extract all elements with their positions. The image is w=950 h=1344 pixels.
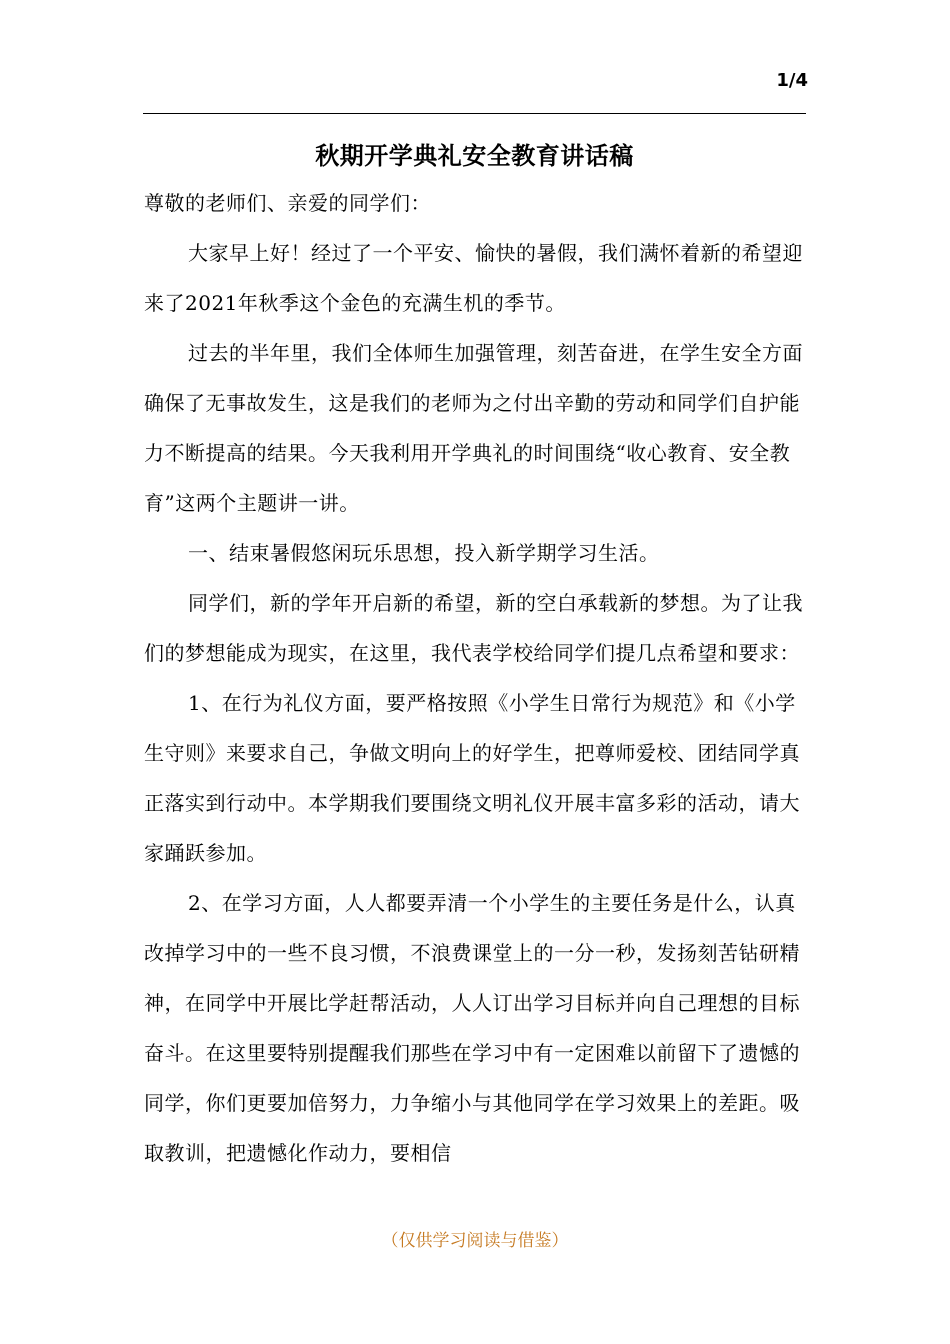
greeting: 尊敬的老师们、亲爱的同学们： (144, 191, 431, 215)
paragraph-5: 2、在学习方面，人人都要弄清一个小学生的主要任务是什么，认真改掉学习中的一些不良习惯，不浪费课堂上的一分一秒，发扬刻苦钻研精神，在同学中开展比学赶帮活动，人人订出学习目标并向自己理想的目标奋斗。在这里要特别提醒我们那些在学习中有一定困难以前留下了遗憾的同学，你们更要加倍努力，力争缩小与其他同学在学习效果上的差距。吸取教训，把遗憾化作动力，要相信 (144, 891, 800, 1165)
document-body (144, 178, 806, 1178)
paragraph-4: 1、在行为礼仪方面，要严格按照《小学生日常行为规范》和《小学生守则》来要求自己，争做文明向上的好学生，把尊师爱校、团结同学真正落实到行动中。本学期我们要围绕文明礼仪开展丰富多彩的活动，请大家踊跃参加。 (144, 691, 800, 865)
paragraph-3: 同学们，新的学年开启新的希望，新的空白承载新的梦想。为了让我们的梦想能成为现实，在这里，我代表学校给同学们提几点希望和要求： (144, 591, 803, 665)
paragraph-2: 过去的半年里，我们全体师生加强管理，刻苦奋进，在学生安全方面确保了无事故发生，这是我们的老师为之付出辛勤的劳动和同学们自护能力不断提高的结果。今天我利用开学典礼的时间围绕“收心教育、安全教育”这两个主题讲一讲。 (144, 341, 803, 515)
footer-note: （仅供学习阅读与借鉴） (381, 1231, 569, 1251)
section-heading-1: 一、结束暑假悠闲玩乐思想，投入新学期学习生活。 (188, 541, 660, 565)
document-title: 秋期开学典礼安全教育讲话稿 (315, 141, 634, 170)
header-rule (143, 113, 806, 114)
paragraph-1: 大家早上好！经过了一个平安、愉快的暑假，我们满怀着新的希望迎来了2021年秋季这个金色的充满生机的季节。 (144, 241, 803, 315)
page-number: 1/4 (776, 70, 808, 91)
